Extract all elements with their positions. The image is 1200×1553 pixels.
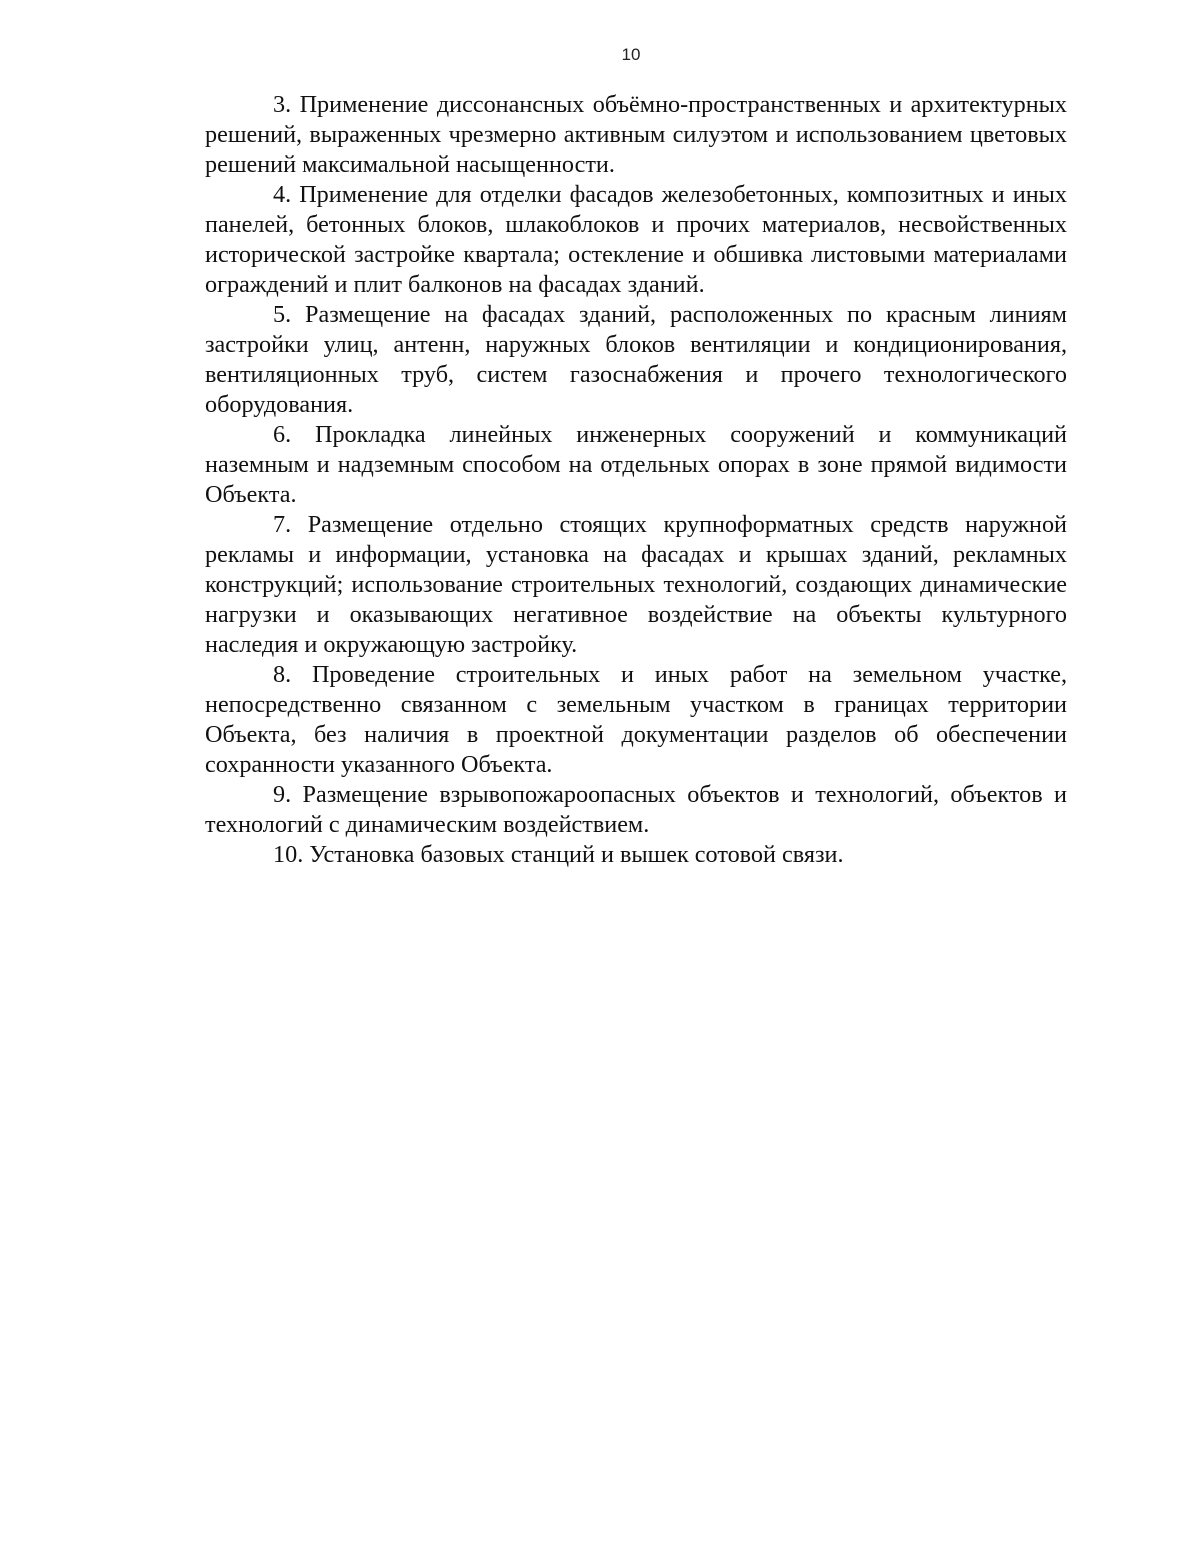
- paragraph-8: 8. Проведение строительных и иных работ на земельном участке, непосредственно связанном с земельным участком в границах территории Объекта, без наличия в проектной документации разделов об обеспечении сохранности указанного Объекта.: [205, 661, 1067, 778]
- page-number: 10: [621, 45, 641, 64]
- paragraph-7: 7. Размещение отдельно стоящих крупноформатных средств наружной рекламы и информации, установка на фасадах и крышах зданий, рекламных конструкций; использование строительных технологий, создающих динамические нагрузки и оказывающих негативное воздействие на объекты культурного наследия и окружающую застройку.: [205, 511, 1067, 658]
- paragraph-4: 4. Применение для отделки фасадов железобетонных, композитных и иных панелей, бетонных блоков, шлакоблоков и прочих материалов, несвойственных исторической застройке квартала; остекление и обшивка листовыми материалами ограждений и плит балконов на фасадах зданий.: [205, 181, 1067, 298]
- paragraph-5: 5. Размещение на фасадах зданий, расположенных по красным линиям застройки улиц, антенн, наружных блоков вентиляции и кондиционирования, вентиляционных труб, систем газоснабжения и прочего технологического оборудования.: [205, 301, 1067, 418]
- paragraph-9: 9. Размещение взрывопожароопасных объектов и технологий, объектов и технологий с динамическим воздействием.: [205, 781, 1067, 838]
- document-body: [205, 90, 1067, 870]
- paragraph-3: 3. Применение диссонансных объёмно-пространственных и архитектурных решений, выраженных чрезмерно активным силуэтом и использованием цветовых решений максимальной насыщенности.: [205, 91, 1067, 178]
- paragraph-6: 6. Прокладка линейных инженерных сооружений и коммуникаций наземным и надземным способом на отдельных опорах в зоне прямой видимости Объекта.: [205, 421, 1067, 508]
- paragraph-10: 10. Установка базовых станций и вышек сотовой связи.: [273, 841, 844, 868]
